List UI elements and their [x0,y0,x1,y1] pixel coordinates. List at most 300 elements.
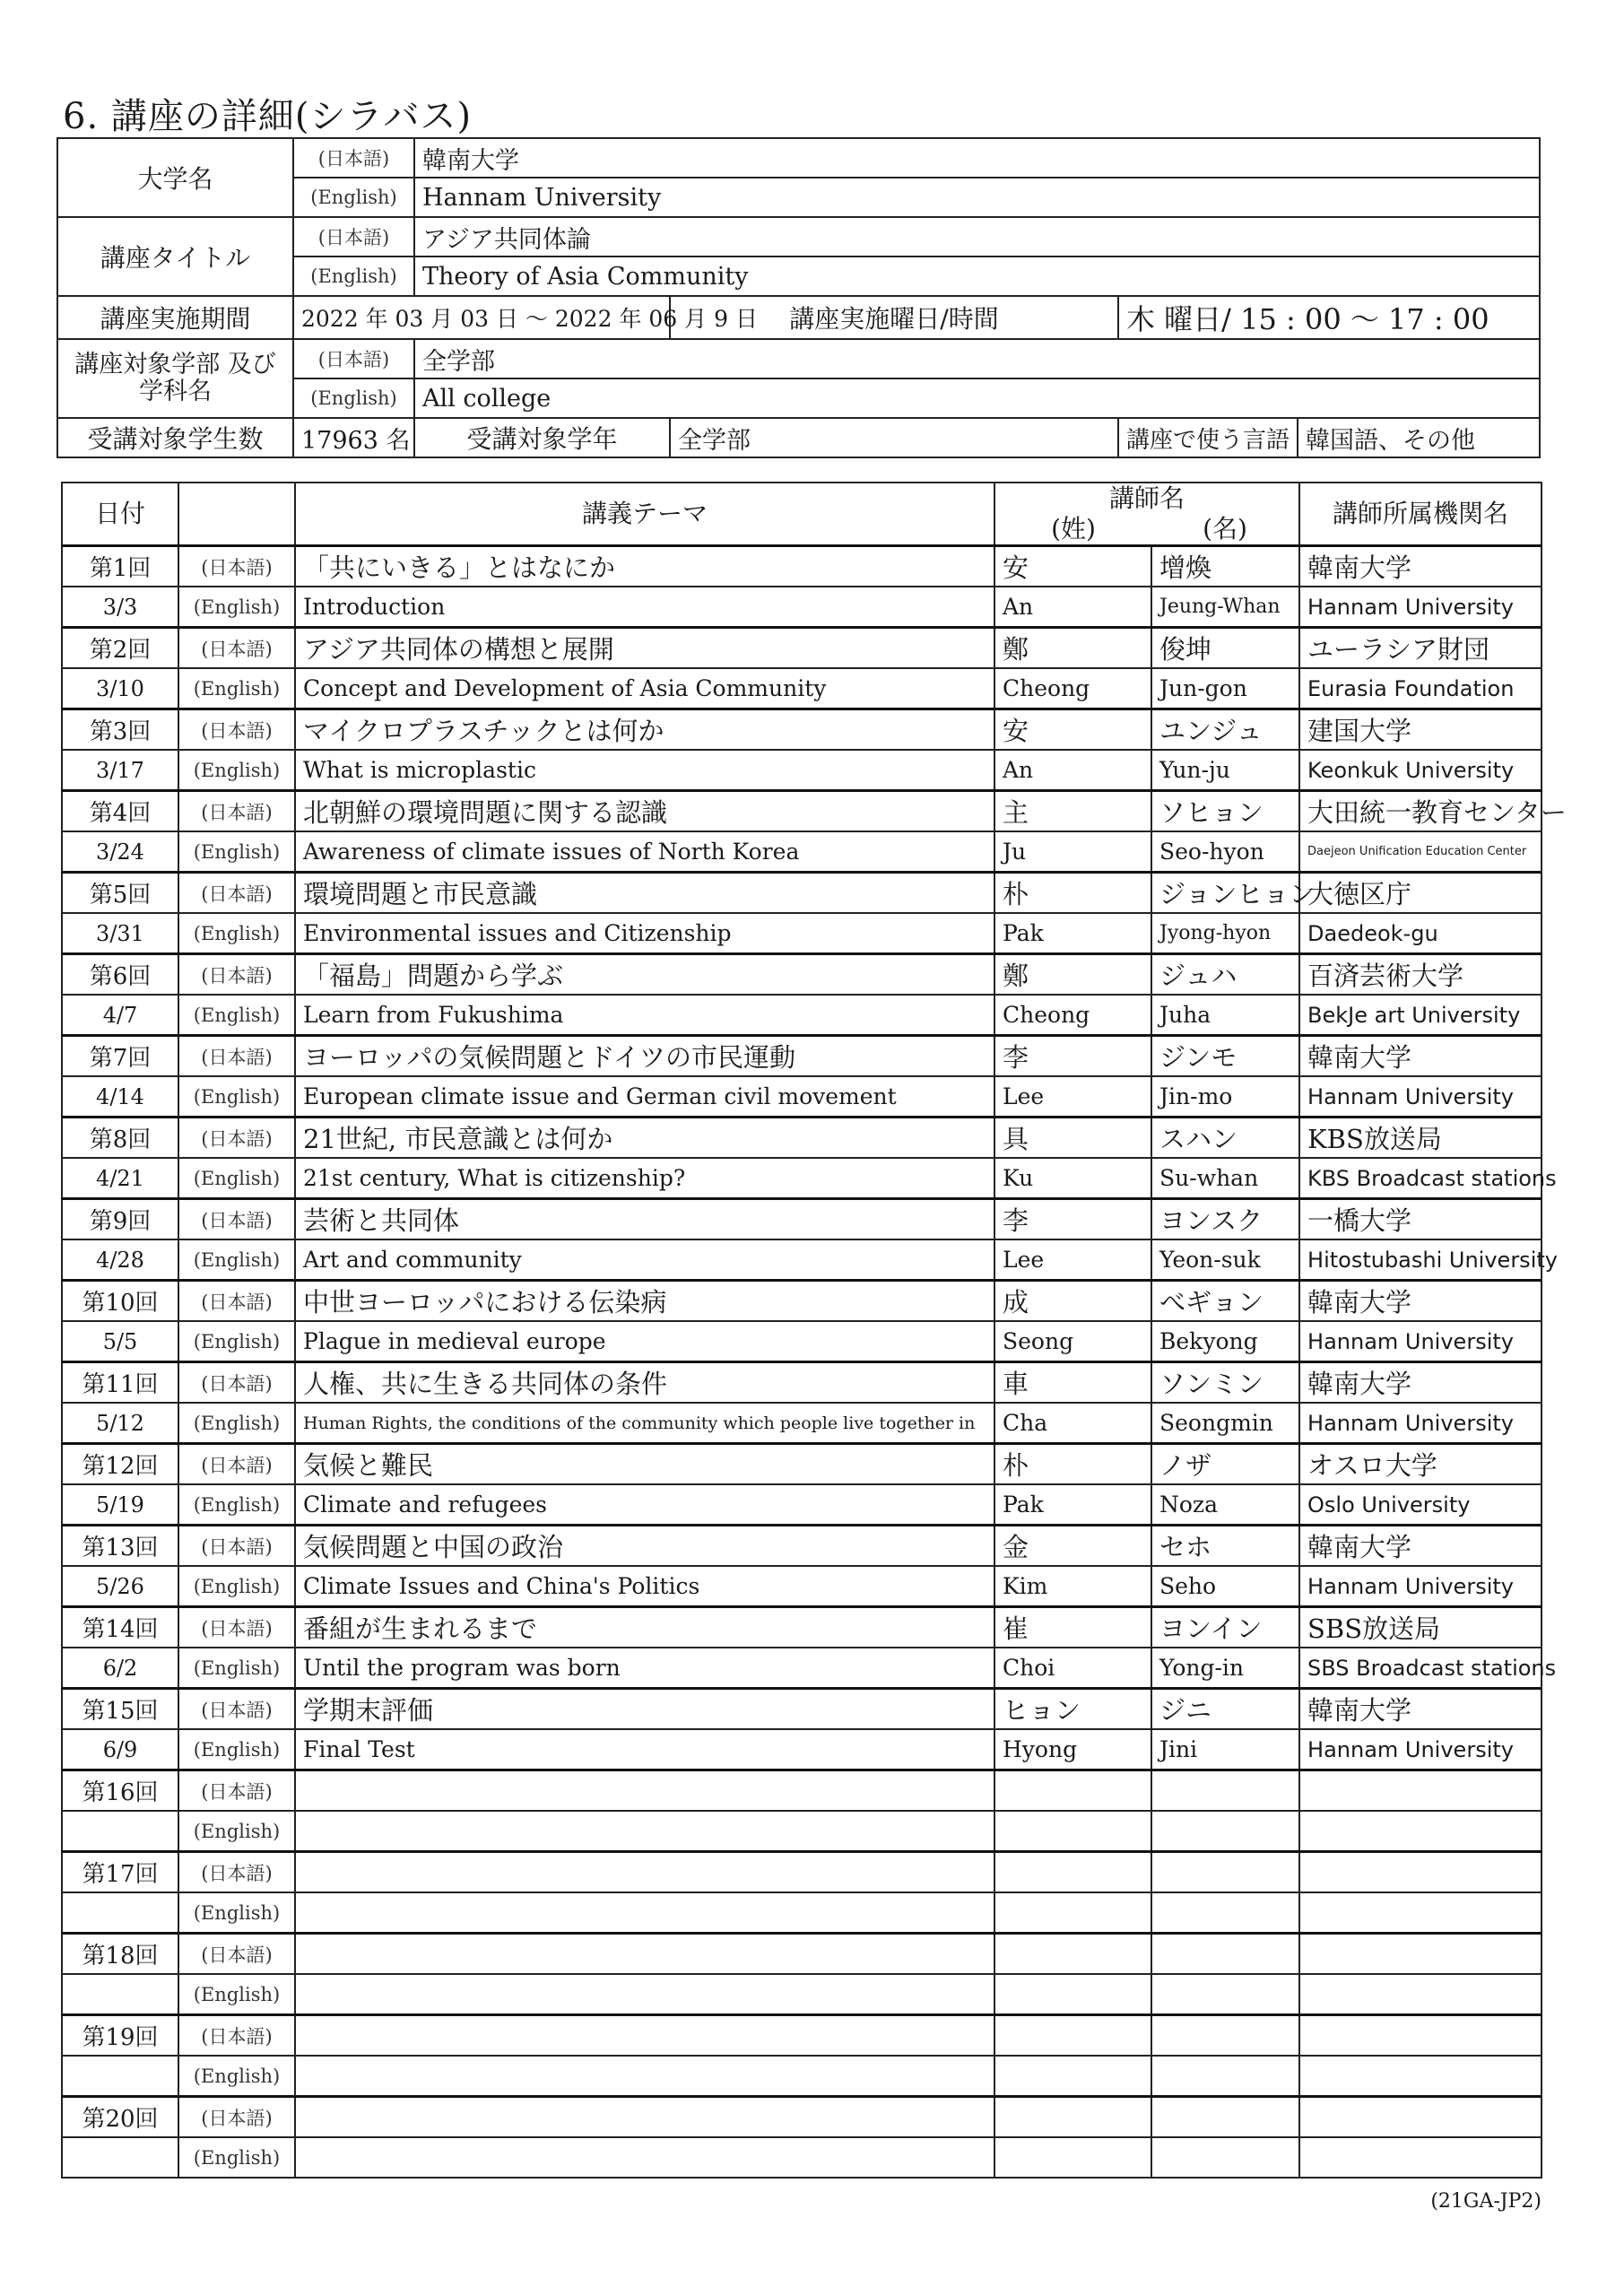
tag-en: (English) [178,668,295,709]
tag-ja: (日本語) [178,1689,295,1730]
year-label: 受講対象学年 [414,418,670,457]
date-column-header: 日付 [62,483,178,546]
lecturer-given-en: Yong-in [1151,1648,1299,1689]
tag-ja: (日本語) [178,2097,295,2138]
language-label: 講座で使う言語 [1118,418,1298,457]
theme-ja: 気候問題と中国の政治 [295,1526,994,1567]
tag-ja: (日本語) [178,1118,295,1159]
theme-en: 21st century, What is citizenship? [295,1158,994,1199]
institution-ja: 大田統一教育センター [1299,791,1541,832]
lecturer-given-ja: セホ [1151,1526,1299,1567]
lecture-date [62,1892,178,1934]
lecturer-family-en: Lee [994,1076,1151,1118]
institution-ja: オスロ大学 [1299,1444,1541,1485]
theme-column-header: 講義テーマ [295,483,994,546]
institution-en: Hannam University [1299,1321,1541,1362]
lecturer-given-en: Jin-mo [1151,1076,1299,1118]
lecturer-family-en: Ju [994,831,1151,873]
lecturer-given-ja [1151,2015,1299,2057]
lecture-date [62,2137,178,2178]
lecture-number: 第19回 [62,2015,178,2057]
lecturer-family-en: Cheong [994,995,1151,1036]
lecture-number: 第13回 [62,1526,178,1567]
lecturer-given-en [1151,1892,1299,1934]
theme-en: Introduction [295,587,994,628]
institution-ja: 一橋大学 [1299,1199,1541,1240]
lecture-row-ja [62,1526,1541,1567]
institution-en: Eurasia Foundation [1299,668,1541,709]
lecturer-given-ja: ユンジュ [1151,709,1299,751]
lecturer-family-en [994,2137,1151,2178]
lecturer-given-en [1151,2137,1299,2178]
lecturer-given-en [1151,1811,1299,1852]
institution-ja [1299,1770,1541,1812]
lecture-date: 3/24 [62,831,178,873]
lecture-row-en [62,913,1541,954]
tag-en: (English) [178,1158,295,1199]
tag-ja: (日本語) [178,1362,295,1404]
lecture-date: 3/10 [62,668,178,709]
lecturer-family-ja: 鄭 [994,954,1151,996]
tag-ja: (日本語) [178,1444,295,1485]
lecturer-family-ja [994,2097,1151,2138]
day-time-label: 講座実施曜日/時間 [670,296,1118,339]
lecture-row-ja [62,628,1541,669]
lecturer-given-en: Jeung-Whan [1151,587,1299,628]
lecturer-given-ja: ジンモ [1151,1036,1299,1077]
students-label: 受講対象学生数 [57,418,293,457]
course-title-ja: アジア共同体論 [414,217,1540,257]
lecture-date [62,1811,178,1852]
theme-ja: 人権、共に生きる共同体の条件 [295,1362,994,1404]
lecture-date: 3/31 [62,913,178,954]
theme-en [295,2056,994,2097]
lecturer-given-ja: ノザ [1151,1444,1299,1485]
lecturer-given-ja: 俊坤 [1151,628,1299,669]
lecture-row-en [62,1158,1541,1199]
institution-en [1299,1811,1541,1852]
theme-en: Learn from Fukushima [295,995,994,1036]
lecturer-family-en [994,1974,1151,2015]
lecturer-family-en: Hyong [994,1729,1151,1770]
lecture-number: 第15回 [62,1689,178,1730]
institution-en: Hannam University [1299,1403,1541,1444]
lecturer-given-ja: ヨンイン [1151,1607,1299,1648]
lecturer-given-en [1151,1974,1299,2015]
lecturer-family-ja: 朴 [994,1444,1151,1485]
lecture-row-en [62,1566,1541,1607]
theme-en [295,2137,994,2178]
lecturer-given-ja: べギョン [1151,1281,1299,1322]
page-title: 6. 講座の詳細(シラバス) [63,96,473,137]
lecturer-family-ja: 金 [994,1526,1151,1567]
tag-ja: (日本語) [293,138,414,178]
tag-en: (English) [178,913,295,954]
theme-en: Art and community [295,1239,994,1281]
tag-ja: (日本語) [178,1281,295,1322]
tag-ja: (日本語) [293,339,414,378]
tag-ja: (日本語) [178,791,295,832]
course-title-label: 講座タイトル [57,217,293,296]
lecturer-family-ja [994,2015,1151,2057]
lecturer-family-ja: 朴 [994,873,1151,914]
lecturer-given-ja: ソンミン [1151,1362,1299,1404]
theme-ja: 「共にいきる」とはなにか [295,546,994,587]
lecturer-family-ja [994,1770,1151,1812]
lecture-date: 4/28 [62,1239,178,1281]
institution-en: SBS Broadcast stations [1299,1648,1541,1689]
tag-ja: (日本語) [178,546,295,587]
institution-en: Daejeon Unification Education Center [1299,831,1541,873]
theme-ja: ヨーロッパの気候問題とドイツの市民運動 [295,1036,994,1077]
lecture-date: 4/7 [62,995,178,1036]
lecturer-given-ja [1151,2097,1299,2138]
lecture-row-ja [62,1934,1541,1975]
students-value: 17963 名 [293,418,414,457]
lecturer-given-ja: 增煥 [1151,546,1299,587]
lecture-row-en [62,2137,1541,2178]
tag-column-header [178,483,295,546]
lecturer-family-ja: ヒョン [994,1689,1151,1730]
lecture-date: 3/3 [62,587,178,628]
lecturer-family-en: Pak [994,1484,1151,1526]
tag-en: (English) [178,587,295,628]
theme-ja [295,1852,994,1893]
lecture-date: 5/5 [62,1321,178,1362]
institution-ja: 建国大学 [1299,709,1541,751]
lecturer-given-ja [1151,1852,1299,1893]
lecturer-family-ja: 李 [994,1199,1151,1240]
institution-en [1299,2137,1541,2178]
lecture-row-en [62,587,1541,628]
lecture-date: 6/2 [62,1648,178,1689]
lecture-date: 4/21 [62,1158,178,1199]
lecture-number: 第16回 [62,1770,178,1812]
lecture-number: 第2回 [62,628,178,669]
theme-en: Climate Issues and China's Politics [295,1566,994,1607]
tag-en: (English) [178,995,295,1036]
theme-en: Concept and Development of Asia Community [295,668,994,709]
lecturer-family-en: Cha [994,1403,1151,1444]
tag-ja: (日本語) [178,1934,295,1975]
theme-en: Climate and refugees [295,1484,994,1526]
university-ja: 韓南大学 [414,138,1540,178]
day-time-value: 木 曜日/ 15 : 00 ～ 17 : 00 [1118,296,1540,339]
lecture-row-ja [62,1362,1541,1404]
lecture-number: 第20回 [62,2097,178,2138]
lecture-row-ja [62,1444,1541,1485]
institution-en: Keonkuk University [1299,750,1541,791]
lecture-row-ja [62,1036,1541,1077]
lecture-row-en [62,1811,1541,1852]
tag-en: (English) [293,257,414,296]
lecturer-family-en: Cheong [994,668,1151,709]
lecture-row-en [62,1076,1541,1118]
institution-column-header: 講師所属機関名 [1299,483,1541,546]
given-name-header: (名) [1151,514,1299,546]
period-label: 講座実施期間 [57,296,293,339]
lecture-row-ja [62,1118,1541,1159]
tag-en: (English) [293,378,414,418]
lecturer-given-en: Yeon-suk [1151,1239,1299,1281]
tag-en: (English) [178,1974,295,2015]
lecturer-given-en: Jyong-hyon [1151,913,1299,954]
lecture-row-ja [62,873,1541,914]
institution-en [1299,2056,1541,2097]
lecture-date: 5/19 [62,1484,178,1526]
lecture-row-ja [62,1281,1541,1322]
lecture-date: 3/17 [62,750,178,791]
lecture-date: 5/26 [62,1566,178,1607]
lecture-number: 第7回 [62,1036,178,1077]
syllabus-table [61,482,1567,2179]
lecturer-given-ja: ジョンヒョン [1151,873,1299,914]
lecturer-given-en: Bekyong [1151,1321,1299,1362]
theme-en: Plague in medieval europe [295,1321,994,1362]
tag-ja: (日本語) [178,709,295,751]
lecture-row-en [62,668,1541,709]
tag-en: (English) [178,1239,295,1281]
tag-en: (English) [178,831,295,873]
theme-en [295,1974,994,2015]
tag-ja: (日本語) [178,1199,295,1240]
lecturer-family-ja: 李 [994,1036,1151,1077]
faculty-ja: 全学部 [414,339,1540,378]
tag-en: (English) [178,1076,295,1118]
lecture-number: 第4回 [62,791,178,832]
theme-ja: 北朝鮮の環境問題に関する認識 [295,791,994,832]
institution-en [1299,1892,1541,1934]
lecturer-given-en: Noza [1151,1484,1299,1526]
lecture-row-ja [62,1607,1541,1648]
lecture-row-en [62,1321,1541,1362]
tag-ja: (日本語) [178,1852,295,1893]
theme-ja: マイクロプラスチックとは何か [295,709,994,751]
lecture-date: 4/14 [62,1076,178,1118]
lecture-row-ja [62,709,1541,751]
institution-ja: 百済芸術大学 [1299,954,1541,996]
theme-ja [295,2015,994,2057]
lecturer-given-en: Jini [1151,1729,1299,1770]
lecturer-given-ja: ヨンスク [1151,1199,1299,1240]
lecture-row-en [62,1239,1541,1281]
lecture-date [62,2056,178,2097]
institution-ja: 韓南大学 [1299,546,1541,587]
tag-en: (English) [178,1403,295,1444]
lecturer-given-ja [1151,1770,1299,1812]
university-label: 大学名 [57,138,293,217]
tag-en: (English) [178,1648,295,1689]
lecture-number: 第18回 [62,1934,178,1975]
lecturer-given-ja: ジュハ [1151,954,1299,996]
tag-ja: (日本語) [293,217,414,257]
theme-en: Until the program was born [295,1648,994,1689]
lecturer-given-en: Juha [1151,995,1299,1036]
lecture-number: 第12回 [62,1444,178,1485]
lecture-row-ja [62,1770,1541,1812]
lecture-row-en [62,1484,1541,1526]
institution-ja: 韓南大学 [1299,1036,1541,1077]
lecturer-given-en: Seongmin [1151,1403,1299,1444]
institution-en: BekJe art University [1299,995,1541,1036]
lecturer-column-header: 講師名 [994,483,1299,514]
tag-ja: (日本語) [178,1036,295,1077]
lecture-number: 第14回 [62,1607,178,1648]
lecture-number: 第11回 [62,1362,178,1404]
institution-en: Hitostubashi University [1299,1239,1541,1281]
tag-en: (English) [178,2056,295,2097]
institution-ja [1299,1852,1541,1893]
institution-en: Hannam University [1299,1566,1541,1607]
institution-ja: 韓南大学 [1299,1281,1541,1322]
institution-ja: 韓南大学 [1299,1362,1541,1404]
lecturer-family-ja: 成 [994,1281,1151,1322]
lecturer-given-en: Su-whan [1151,1158,1299,1199]
tag-ja: (日本語) [178,1770,295,1812]
institution-ja: 韓南大学 [1299,1526,1541,1567]
lecturer-family-en: Ku [994,1158,1151,1199]
lecture-row-ja [62,1852,1541,1893]
institution-ja [1299,2015,1541,2057]
faculty-label: 講座対象学部 及び学科名 [57,339,293,418]
language-value: 韓国語、その他 [1298,418,1540,457]
institution-en: KBS Broadcast stations [1299,1158,1541,1199]
theme-ja [295,1934,994,1975]
lecturer-given-ja: スハン [1151,1118,1299,1159]
course-info-table [56,137,1541,458]
theme-ja: 学期末評価 [295,1689,994,1730]
lecture-row-en [62,2056,1541,2097]
lecturer-family-en: An [994,750,1151,791]
lecturer-family-ja: 主 [994,791,1151,832]
theme-en: What is microplastic [295,750,994,791]
institution-ja [1299,2097,1541,2138]
lecturer-given-ja [1151,1934,1299,1975]
tag-en: (English) [178,1729,295,1770]
lecturer-family-en: Kim [994,1566,1151,1607]
lecture-row-en [62,831,1541,873]
lecturer-family-en: Lee [994,1239,1151,1281]
theme-ja [295,1770,994,1812]
theme-ja: 気候と難民 [295,1444,994,1485]
tag-en: (English) [293,178,414,217]
lecture-number: 第8回 [62,1118,178,1159]
lecture-number: 第9回 [62,1199,178,1240]
institution-ja [1299,1934,1541,1975]
tag-ja: (日本語) [178,1607,295,1648]
period-value: 2022 年 03 月 03 日 ～ 2022 年 06 月 9 日 [293,296,670,339]
lecture-row-ja [62,2097,1541,2138]
tag-en: (English) [178,750,295,791]
lecture-number: 第1回 [62,546,178,587]
tag-ja: (日本語) [178,873,295,914]
lecturer-family-en: An [994,587,1151,628]
lecturer-family-en: Pak [994,913,1151,954]
tag-en: (English) [178,1566,295,1607]
lecture-number: 第6回 [62,954,178,996]
lecturer-given-en [1151,2056,1299,2097]
lecture-row-en [62,1648,1541,1689]
theme-en [295,1811,994,1852]
theme-ja: アジア共同体の構想と展開 [295,628,994,669]
theme-en: Human Rights, the conditions of the community which people live together in [295,1403,994,1444]
theme-ja: 番組が生まれるまで [295,1607,994,1648]
lecturer-family-en [994,1892,1151,1934]
lecture-row-en [62,1892,1541,1934]
lecturer-given-en: Jun-gon [1151,668,1299,709]
lecturer-family-ja: 崔 [994,1607,1151,1648]
lecture-row-ja [62,1199,1541,1240]
theme-ja [295,2097,994,2138]
lecturer-given-en: Yun-ju [1151,750,1299,791]
tag-en: (English) [178,1484,295,1526]
lecture-row-ja [62,791,1541,832]
theme-ja: 環境問題と市民意識 [295,873,994,914]
lecturer-family-ja: 安 [994,546,1151,587]
tag-ja: (日本語) [178,2015,295,2057]
university-en: Hannam University [414,178,1540,217]
institution-ja: KBS放送局 [1299,1118,1541,1159]
theme-ja: 芸術と共同体 [295,1199,994,1240]
lecture-date: 6/9 [62,1729,178,1770]
institution-ja: SBS放送局 [1299,1607,1541,1648]
faculty-en: All college [414,378,1540,418]
lecturer-given-en: Seho [1151,1566,1299,1607]
lecture-row-en [62,750,1541,791]
tag-en: (English) [178,1892,295,1934]
lecturer-family-ja [994,1934,1151,1975]
tag-en: (English) [178,2137,295,2178]
lecturer-family-ja: 鄭 [994,628,1151,669]
lecturer-family-en [994,2056,1151,2097]
lecturer-family-ja: 具 [994,1118,1151,1159]
lecture-row-en [62,995,1541,1036]
lecture-row-en [62,1974,1541,2015]
institution-en: Hannam University [1299,1076,1541,1118]
lecturer-family-ja: 車 [994,1362,1151,1404]
theme-ja: 「福島」問題から学ぶ [295,954,994,996]
form-code: (21GA-JP2) [1430,2190,1541,2213]
institution-ja: ユーラシア財団 [1299,628,1541,669]
institution-ja: 大徳区庁 [1299,873,1541,914]
lecture-row-ja [62,2015,1541,2057]
lecture-number: 第5回 [62,873,178,914]
lecturer-family-en: Choi [994,1648,1151,1689]
lecture-date [62,1974,178,2015]
institution-en [1299,1974,1541,2015]
lecturer-given-ja: ジニ [1151,1689,1299,1730]
lecture-row-ja [62,954,1541,996]
institution-en: Daedeok-gu [1299,913,1541,954]
tag-ja: (日本語) [178,1526,295,1567]
lecturer-given-ja: ソヒョン [1151,791,1299,832]
lecture-number: 第10回 [62,1281,178,1322]
theme-en: Environmental issues and Citizenship [295,913,994,954]
lecturer-family-en [994,1811,1151,1852]
year-value: 全学部 [670,418,1118,457]
theme-en: Final Test [295,1729,994,1770]
tag-ja: (日本語) [178,954,295,996]
institution-ja: 韓南大学 [1299,1689,1541,1730]
lecture-number: 第17回 [62,1852,178,1893]
institution-en: Hannam University [1299,1729,1541,1770]
tag-en: (English) [178,1321,295,1362]
tag-en: (English) [178,1811,295,1852]
lecturer-given-en: Seo-hyon [1151,831,1299,873]
lecture-date: 5/12 [62,1403,178,1444]
institution-en: Hannam University [1299,587,1541,628]
theme-en: Awareness of climate issues of North Korea [295,831,994,873]
